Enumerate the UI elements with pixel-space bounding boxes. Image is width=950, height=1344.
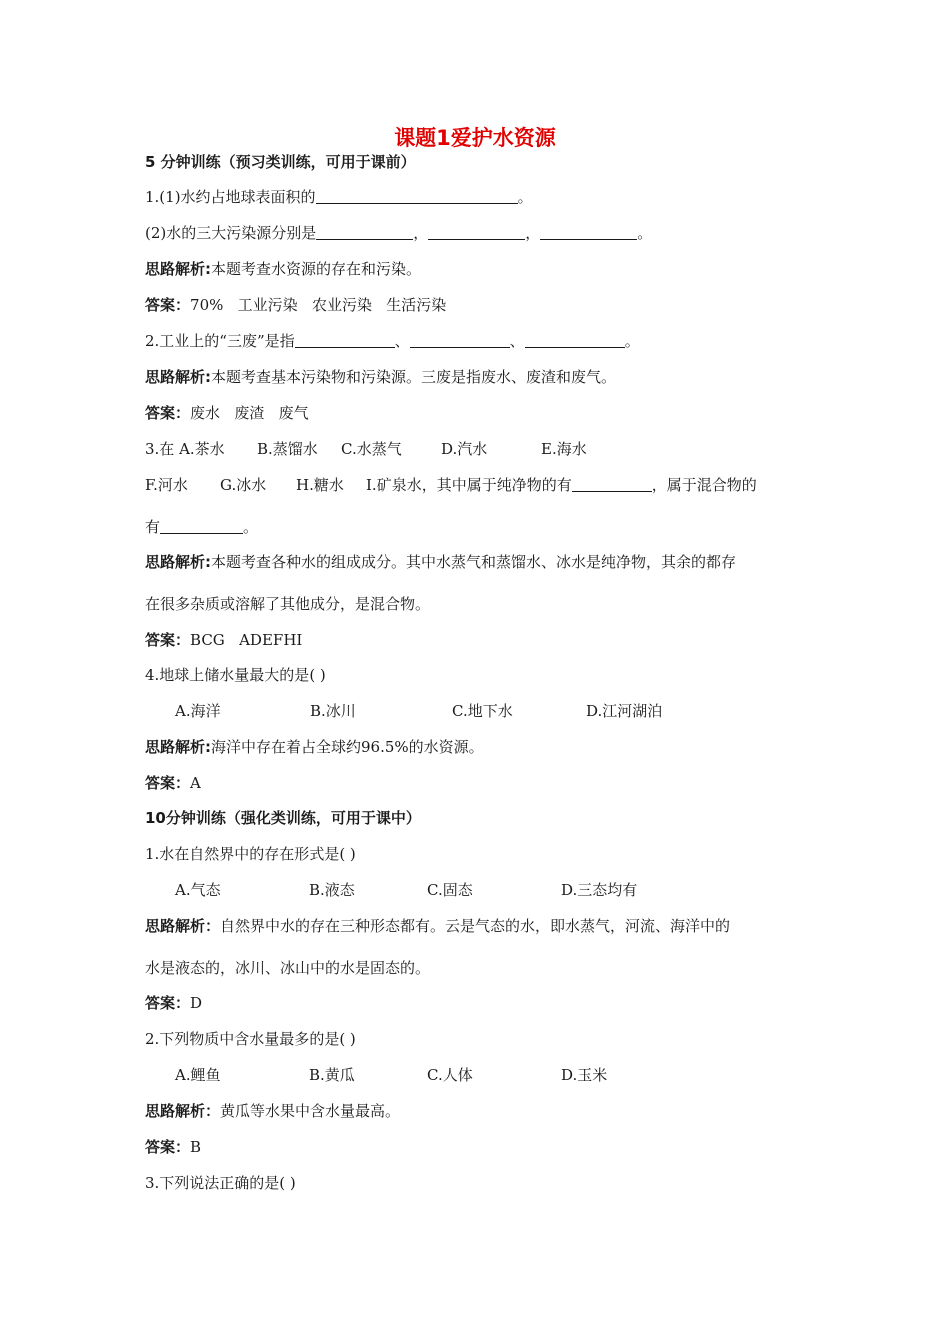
q3-option: B.蒸馏水 <box>257 440 318 458</box>
q4-options <box>175 701 662 721</box>
q3-line2 <box>145 475 757 495</box>
q3-text: ，属于混合物的 <box>651 476 757 494</box>
q2-answer: 答案：废水 废渣 废气 <box>145 404 309 422</box>
q1-part2-text: (2)水的三大污染源分别是 <box>145 224 317 242</box>
analysis-text: 自然界中水的存在三种形态都有。云是气态的水，即水蒸气，河流、海洋中的 <box>220 917 731 935</box>
q3-answer: 答案：BCG ADEFHI <box>145 631 303 649</box>
q3-analysis-cont: 在很多杂质或溶解了其他成分，是混合物。 <box>145 595 431 613</box>
q4-analysis: 思路解析:海洋中存在着占全球约96.5%的水资源。 <box>145 738 484 756</box>
q2-text: 2.工业上的“三废”是指 <box>145 332 295 350</box>
section-heading-5min: 5 分钟训练（预习类训练，可用于课前） <box>145 153 416 171</box>
answer-label: 答案 <box>145 631 176 649</box>
analysis-label: 思路解析 <box>145 553 206 571</box>
analysis-text: 本题考查水资源的存在和污染。 <box>211 260 422 278</box>
answer-label: 答案 <box>145 404 176 422</box>
q1-analysis: 思路解析:本题考查水资源的存在和污染。 <box>145 260 422 278</box>
answer-blank <box>316 189 518 204</box>
s2-q1-option: C.固态 <box>427 881 473 899</box>
s2-q2-option: A.鲤鱼 <box>175 1066 221 1084</box>
q4-stem: 4.地球上储水量最大的是( ) <box>145 666 326 684</box>
answer-text: D <box>190 994 203 1012</box>
analysis-label: 思路解析 <box>145 917 206 935</box>
s2-q2-option: D.玉米 <box>561 1066 608 1084</box>
q3-analysis: 思路解析:本题考查各种水的组成成分。其中水蒸气和蒸馏水、冰水是纯净物，其余的都存 <box>145 553 737 571</box>
s2-q3-stem: 3.下列说法正确的是( ) <box>145 1174 296 1192</box>
answer-blank <box>160 519 243 534</box>
s2-q1-option: B.液态 <box>309 881 355 899</box>
q3-option: C.水蒸气 <box>341 440 402 458</box>
analysis-label: 思路解析 <box>145 368 206 386</box>
q3-line3: 有 。 <box>145 518 259 536</box>
analysis-text: 本题考查各种水的组成成分。其中水蒸气和蒸馏水、冰水是纯净物，其余的都存 <box>211 553 737 571</box>
q2-analysis: 思路解析:本题考查基本污染物和污染源。三废是指废水、废渣和废气。 <box>145 368 617 386</box>
analysis-text: 黄瓜等水果中含水量最高。 <box>220 1102 401 1120</box>
answer-label: 答案 <box>145 994 176 1012</box>
s2-q1-option: A.气态 <box>175 881 221 899</box>
s2-q1-stem: 1.水在自然界中的存在形式是( ) <box>145 845 356 863</box>
s2-q1-answer: 答案：D <box>145 994 203 1012</box>
section-heading-10min: 10分钟训练（强化类训练，可用于课中） <box>145 809 421 827</box>
answer-blank <box>295 333 395 348</box>
answer-text: 70% 工业污染 农业污染 生活污染 <box>190 296 447 314</box>
q3-option: F.河水 <box>145 476 188 494</box>
s2-q1-option: D.三态均有 <box>561 881 638 899</box>
answer-blank <box>428 225 525 240</box>
q2-stem: 2.工业上的“三废”是指 、 、 。 <box>145 332 640 350</box>
q3-option: 3.在 A.茶水 <box>145 440 225 458</box>
answer-blank <box>540 225 637 240</box>
s2-q2-analysis: 思路解析：黄瓜等水果中含水量最高。 <box>145 1102 401 1120</box>
q1-part1: 1.(1)水约占地球表面积的 。 <box>145 188 533 206</box>
answer-text: 废水 废渣 废气 <box>190 404 309 422</box>
answer-text: BCG ADEFHI <box>190 631 303 649</box>
analysis-text: 本题考查基本污染物和污染源。三废是指废水、废渣和废气。 <box>211 368 617 386</box>
answer-text: B <box>190 1138 202 1156</box>
answer-label: 答案 <box>145 1138 176 1156</box>
page-title: 课题1爱护水资源 <box>394 126 556 150</box>
s2-q1-options <box>175 880 637 900</box>
answer-blank <box>410 333 510 348</box>
s2-q2-stem: 2.下列物质中含水量最多的是( ) <box>145 1030 356 1048</box>
answer-label: 答案 <box>145 774 176 792</box>
analysis-label: 思路解析 <box>145 738 206 756</box>
q4-option: C.地下水 <box>452 702 513 720</box>
analysis-text: 海洋中存在着占全球约96.5%的水资源。 <box>211 738 484 756</box>
s2-q1-analysis-cont: 水是液态的，冰川、冰山中的水是固态的。 <box>145 959 431 977</box>
answer-blank <box>525 333 625 348</box>
q3-option: H.糖水 <box>296 476 344 494</box>
answer-blank <box>316 225 413 240</box>
q1-part1-text: 1.(1)水约占地球表面积的 <box>145 188 316 206</box>
answer-label: 答案 <box>145 296 176 314</box>
s2-q2-option: B.黄瓜 <box>309 1066 355 1084</box>
s2-q1-analysis: 思路解析：自然界中水的存在三种形态都有。云是气态的水，即水蒸气，河流、海洋中的 <box>145 917 731 935</box>
s2-q2-answer: 答案：B <box>145 1138 202 1156</box>
q3-option: G.冰水 <box>220 476 267 494</box>
q4-answer: 答案：A <box>145 774 201 792</box>
q3-text: 有 <box>145 518 161 536</box>
q3-option: D.汽水 <box>441 440 488 458</box>
s2-q2-option: C.人体 <box>427 1066 473 1084</box>
answer-text: A <box>190 774 201 792</box>
q3-option: E.海水 <box>541 440 587 458</box>
q1-part2: (2)水的三大污染源分别是 ， ， 。 <box>145 224 653 242</box>
q4-option: B.冰川 <box>310 702 356 720</box>
q3-text: I.矿泉水，其中属于纯净物的有 <box>366 476 572 494</box>
analysis-label: 思路解析 <box>145 260 206 278</box>
q1-answer: 答案：70% 工业污染 农业污染 生活污染 <box>145 296 447 314</box>
q4-option: A.海洋 <box>175 702 221 720</box>
q4-option: D.江河湖泊 <box>586 702 663 720</box>
s2-q2-options <box>175 1065 607 1085</box>
answer-blank <box>572 477 652 492</box>
q3-line1 <box>145 439 587 459</box>
analysis-label: 思路解析 <box>145 1102 206 1120</box>
